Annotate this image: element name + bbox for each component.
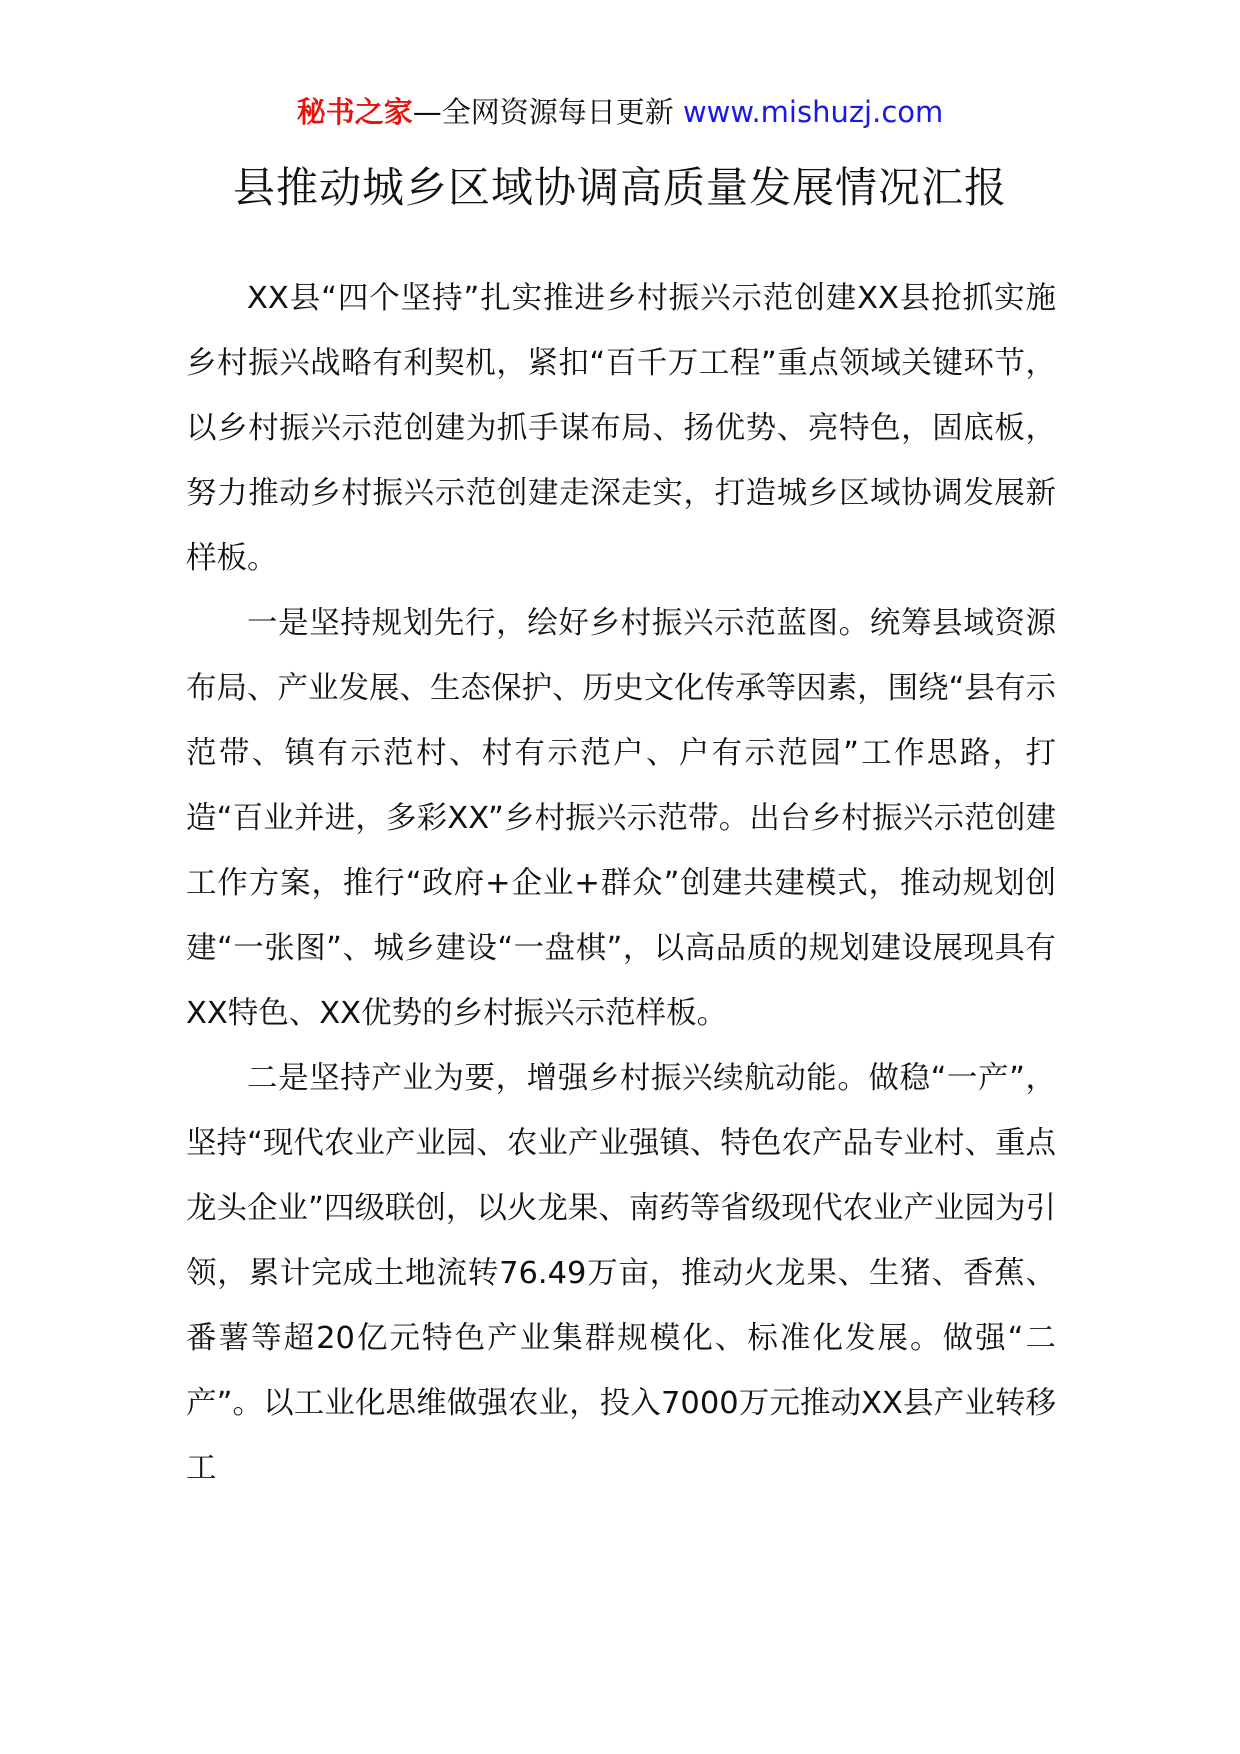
paragraph-planning: [186, 591, 1056, 1046]
document-body: [186, 266, 1056, 1501]
paragraph-text: XX县“四个坚持”扎实推进乡村振兴示范创建XX县抢抓实施乡村振兴战略有利契机，紧扣“百千万工程”重点领域关键环节，以乡村振兴示范创建为抓手谋布局、扬优势、亮特色，固底板，努力推动乡村振兴示范创建走深走实，打造城乡区域协调发展新样板。: [186, 281, 1056, 576]
paragraph-text: 统筹县域资源布局、产业发展、生态保护、历史文化传承等因素，围绕“县有示范带、镇有示范村、村有示范户、户有示范园”工作思路，打造“百业并进，多彩XX”乡村振兴示范带。出台乡村振兴示范创建工作方案，推行“政府+企业+群众”创建共建模式，推动规划创建“一张图”、城乡建设“一盘棋”，以高品质的规划建设展现具有XX特色、XX优势的乡村振兴示范样板。: [186, 606, 1057, 1031]
site-banner: [0, 92, 1240, 132]
site-slogan: —全网资源每日更新: [412, 95, 683, 129]
paragraph-heading: 二是坚持产业为要，增强乡村振兴续航动能。: [247, 1061, 869, 1096]
paragraph-text: 做稳“一产”，坚持“现代农业产业园、农业产业强镇、特色农产品专业村、重点龙头企业”四级联创，以火龙果、南药等省级现代农业产业园为引领，累计完成土地流转76.49万亩，推动火龙果、生猪、香蕉、番薯等超20亿元特色产业集群规模化、标准化发展。做强“二产”。以工业化思维做强农业，投入7000万元推动XX县产业转移工: [186, 1061, 1056, 1486]
paragraph-industry: [186, 1046, 1056, 1501]
paragraph-heading: 一是坚持规划先行，绘好乡村振兴示范蓝图。: [247, 606, 870, 641]
site-url-link[interactable]: www.mishuzj.com: [682, 95, 944, 129]
site-brand-name: 秘书之家: [296, 95, 413, 129]
paragraph-intro: [186, 266, 1056, 591]
document-title: 县推动城乡区域协调高质量发展情况汇报: [232, 163, 1007, 212]
